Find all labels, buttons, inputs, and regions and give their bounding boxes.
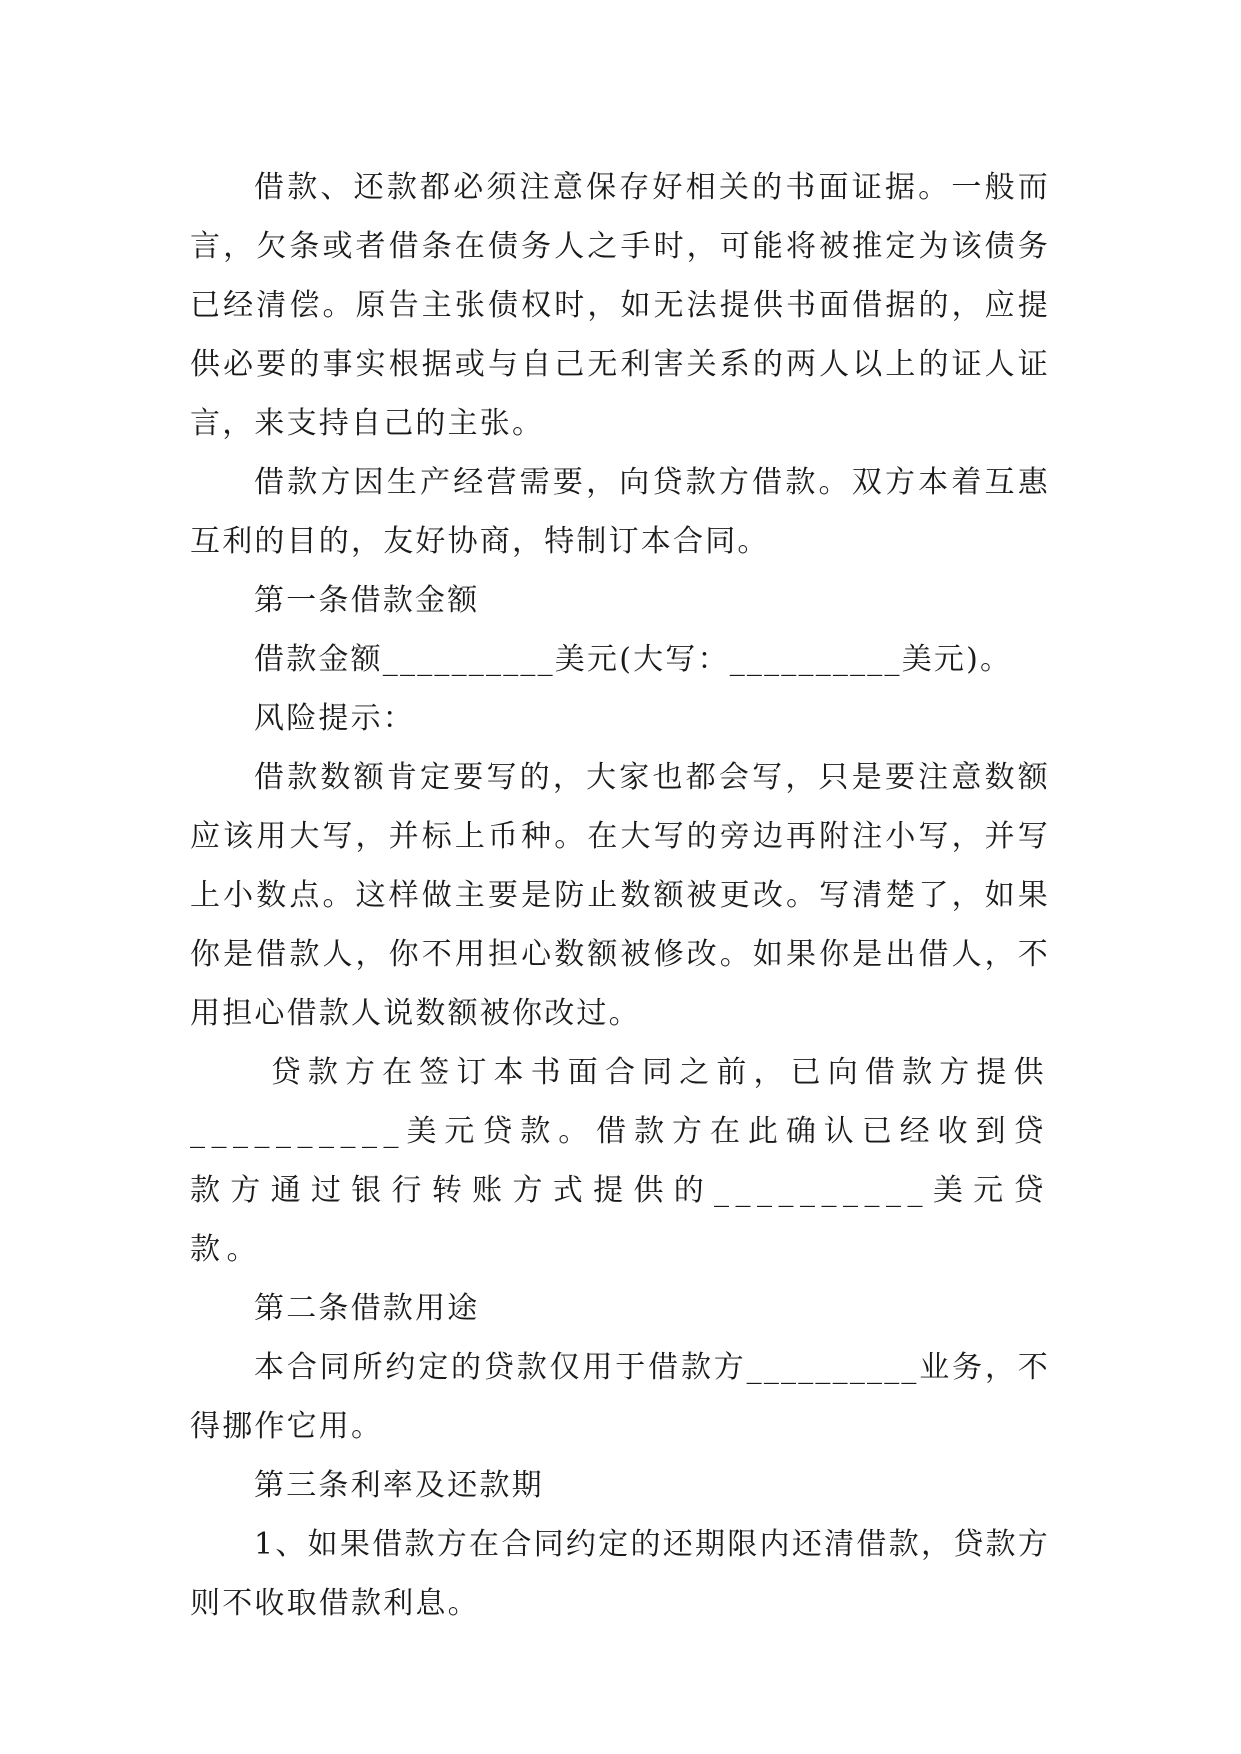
document-body [190, 158, 1050, 1633]
paragraph-risk-warning: 借款数额肯定要写的，大家也都会写，只是要注意数额应该用大写，并标上币种。在大写的旁边再附注小写，并写上小数点。这样做主要是防止数额被更改。写清楚了，如果你是借款人，你不用担心数额被修改。如果你是出借人，不用担心借款人说数额被你改过。 [190, 760, 1050, 1031]
section-heading-loan-use: 第二条借款用途 [254, 1291, 480, 1326]
paragraph-interest-clause-1: 1、如果借款方在合同约定的还期限内还清借款，贷款方则不收取借款利息。 [190, 1527, 1050, 1621]
paragraph-loan-use: 本合同所约定的贷款仅用于借款方__________业务，不得挪作它用。 [190, 1350, 1050, 1444]
paragraph-loan-amount: 借款金额__________美元(大写：__________美元)。 [254, 642, 1013, 677]
section-heading-loan-amount: 第一条借款金额 [254, 583, 480, 618]
paragraph-evidence-note: 借款、还款都必须注意保存好相关的书面证据。一般而言，欠条或者借条在债务人之手时，可能将被推定为该债务已经清偿。原告主张债权时，如无法提供书面借据的，应提供必要的事实根据或与自己无利害关系的两人以上的证人证言，来支持自己的主张。 [190, 170, 1050, 441]
paragraph-purpose-intro: 借款方因生产经营需要，向贷款方借款。双方本着互惠互利的目的，友好协商，特制订本合同。 [190, 465, 1050, 559]
section-heading-interest-repayment: 第三条利率及还款期 [254, 1468, 544, 1503]
paragraph-loan-provided: 贷款方在签订本书面合同之前，已向借款方提供__________美元贷款。借款方在此确认已经收到贷款方通过银行转账方式提供的__________美元贷款。 [190, 1055, 1050, 1267]
risk-warning-heading: 风险提示： [254, 701, 415, 736]
